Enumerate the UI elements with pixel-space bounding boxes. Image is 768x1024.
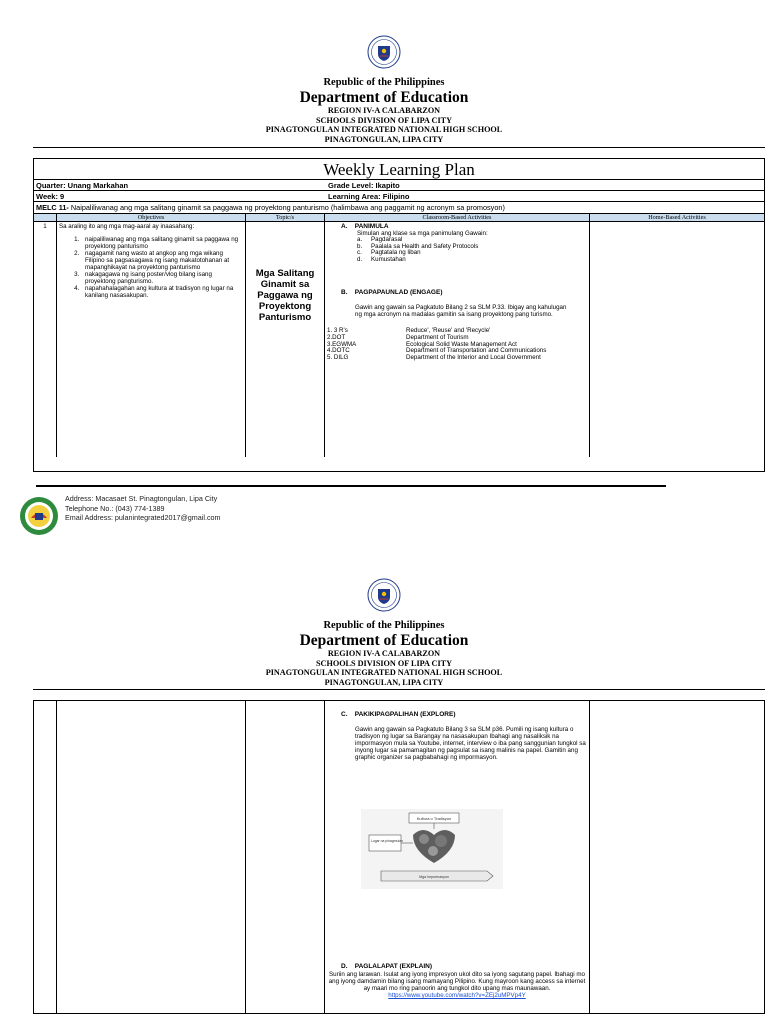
section-a-list xyxy=(357,237,587,263)
letterhead-divider xyxy=(33,147,765,148)
a-item-value: Paalala sa Health and Safety Protocols xyxy=(371,242,479,250)
abbr-key: 3.EGWMA xyxy=(327,340,357,348)
week-row xyxy=(34,191,764,202)
abbr-value: Ecological Solid Waste Management Act xyxy=(406,340,517,348)
footer-address: Address: Macasaet St. Pinagtongulan, Lipa City xyxy=(65,494,218,503)
school-text: PINAGTONGULAN INTEGRATED NATIONAL HIGH SCHOOL xyxy=(265,668,503,677)
quarter-row xyxy=(34,180,764,191)
section-d-title: PAGLALAPAT (EXPLAIN) xyxy=(354,963,433,970)
location-text: PINAGTONGULAN, LIPA CITY xyxy=(324,677,444,687)
day-number: 1 xyxy=(34,222,57,457)
home-cell xyxy=(590,222,764,457)
header-home: Home-Based Activities xyxy=(648,214,706,221)
footer-phone: Telephone No.: (043) 774-1389 xyxy=(65,503,165,513)
section-c-heading xyxy=(341,711,587,718)
region-text: REGION IV-A CALABARZON xyxy=(327,106,441,115)
footer-email: Email Address: pulanintegrated2017@gmail.com xyxy=(65,513,221,522)
column-headers xyxy=(34,214,764,222)
objectives-cell xyxy=(57,222,246,457)
a-item-key: d. xyxy=(357,255,363,263)
melc-label: MELC 11- xyxy=(36,203,69,212)
plan-body-row xyxy=(34,222,764,457)
footer-divider xyxy=(36,485,666,487)
abbr-key: 2.DOT xyxy=(327,333,346,341)
section-d-heading xyxy=(341,963,432,970)
location-text: PINAGTONGULAN, LIPA CITY xyxy=(324,134,444,144)
republic-text: Republic of the Philippines xyxy=(323,620,445,631)
organizer-top-label: Kultura o Tradisyon xyxy=(416,816,452,821)
section-b-letter: B. xyxy=(341,289,348,297)
a-item-key: c. xyxy=(357,249,362,257)
abbr-value: Department of Transportation and Communications xyxy=(406,347,547,355)
grade-text: Grade Level: Ikapito xyxy=(328,181,400,190)
classroom-cell-continued xyxy=(325,701,590,1013)
section-d-body: Suriin ang larawan. Isulat ang iyong impresyon ukol dito sa iyong sagutang papel. Ibahagi mo ang iyong damdamin bilang isang mamayang Pilipino. Kung mayroon kang access sa internet ay maari mo ring panoorin ang tungkol dito upang mas maunawaan. xyxy=(328,971,586,992)
a-item-value: Pagdarasal xyxy=(371,236,403,243)
section-b-text: Gawin ang gawain sa Pagkatuto Bilang 2 sa SLM P.33. Ibigay ang kahulugan ng mga acronym na madalas gamitin sa isang proyektong pang turismo. xyxy=(355,304,567,319)
melc-row xyxy=(34,202,764,214)
letterhead-divider xyxy=(33,689,765,690)
youtube-link[interactable]: https://www.youtube.com/watch?v=ZEj2uMPVp4Y xyxy=(388,992,526,999)
abbr-key: 5. DILG xyxy=(327,353,349,361)
objectives-intro: Sa araling ito ang mga mag-aaral ay inaasahang: xyxy=(59,223,195,230)
objective-item: 2. nagagamit nang wasto at angkop ang mga wikang Filipino sa pagsasagawa ng isang makatotohanan at mapanghikayat na proyektong panturismo xyxy=(81,250,243,271)
division-text: SCHOOLS DIVISION OF LIPA CITY xyxy=(315,115,453,125)
quarter-text: Quarter: Unang Markahan xyxy=(36,181,129,190)
topic-text: Mga Salitang Ginamit sa Paggawa ng Proyektong Panturismo xyxy=(255,268,315,323)
abbreviation-list xyxy=(327,328,587,361)
deped-seal-icon xyxy=(367,578,401,612)
letterhead-second xyxy=(0,578,768,687)
weekly-plan-table xyxy=(33,158,765,472)
deped-seal-icon xyxy=(367,35,401,69)
abbr-key: 4.DOTC xyxy=(327,347,350,355)
objective-item: 3. nakagagawa ng isang poster/vlog bilang isang proyektong pangturismo. xyxy=(81,271,243,285)
section-a-title: PANIMULA xyxy=(354,223,389,230)
weekly-plan-continued xyxy=(33,700,765,1014)
footer-contact xyxy=(65,494,221,523)
section-c-letter: C. xyxy=(341,711,348,718)
a-item-value: Kumustahan xyxy=(371,255,406,263)
objective-item: 1. naipaliliwanag ang mga salitang ginamit sa paggawa ng proyektong panturismo xyxy=(81,236,243,250)
melc-text: Naipaliliwanag ang mga salitang ginamit sa paggawa ng proyektong panturismo (halimbawa ang paggamit ng acronym sa promosyon) xyxy=(68,203,505,212)
objectives-list xyxy=(81,236,243,299)
abbr-value: Department of Tourism xyxy=(406,333,469,341)
a-item-key: b. xyxy=(357,242,363,250)
letterhead-top xyxy=(0,35,768,144)
section-a-letter: A. xyxy=(341,223,348,230)
header-classroom: Classroom-Based Activities xyxy=(325,214,590,221)
section-c-title: PAKIKIPAGPALIHAN (EXPLORE) xyxy=(354,711,456,718)
section-b-heading xyxy=(341,289,587,296)
abbr-value: Department of the Interior and Local Government xyxy=(406,353,541,361)
a-item-key: a. xyxy=(357,236,363,243)
section-c-text: Gawin ang gawain sa Pagkatuto Bilang 3 sa SLM p36. Pumili ng isang kultura o tradisyon ng lugar sa Barangay na nasasakupan Ibahagi ang nasaliksik na impormasyon mula sa Youtube, internet, interview o iba pang sanggunian tungkol sa inyong lugar sa pamamagitan ng pagsulat sa isang malinis na papel. Gamitin ang graphic organizer sa pagbabahagi ng impormasyon. xyxy=(355,726,586,761)
section-b-title: PAGPAPAUNLAD (ENGAGE) xyxy=(354,289,443,297)
department-text: Department of Education xyxy=(299,89,469,106)
republic-text: Republic of the Philippines xyxy=(323,77,445,88)
section-d-letter: D. xyxy=(341,963,348,970)
school-text: PINAGTONGULAN INTEGRATED NATIONAL HIGH SCHOOL xyxy=(265,125,503,134)
objective-item: 4. napahahalagahan ang kultura at tradisyon ng lugar na kanilang nasasakupan. xyxy=(81,285,243,299)
organizer-left-label: Lugar na pinagmulan xyxy=(371,839,403,843)
header-objectives: Objectives xyxy=(57,214,246,221)
header-topics: Topic/s xyxy=(246,214,325,221)
organizer-bottom-label: Mga Impormasyon xyxy=(419,875,449,879)
plan-body-row-continued xyxy=(34,701,764,1013)
topic-cell xyxy=(246,222,325,457)
section-d-text xyxy=(327,971,587,999)
region-text: REGION IV-A CALABARZON xyxy=(327,649,441,658)
department-text: Department of Education xyxy=(299,632,469,649)
abbr-value: Reduce', 'Reuse' and 'Recycle' xyxy=(406,327,491,335)
division-text: SCHOOLS DIVISION OF LIPA CITY xyxy=(315,658,453,668)
a-item-value: Pagtatala ng liban xyxy=(371,249,421,257)
week-text: Week: 9 xyxy=(36,192,65,201)
abbr-key: 1. 3 R's xyxy=(327,327,348,335)
classroom-cell xyxy=(325,222,590,457)
area-text: Learning Area: Filipino xyxy=(328,192,410,201)
section-a-intro: Simulan ang klase sa mga panimulang Gawain: xyxy=(357,230,488,237)
school-logo-icon xyxy=(19,496,59,536)
plan-title: Weekly Learning Plan xyxy=(34,159,764,180)
graphic-organizer-image xyxy=(361,809,503,889)
section-a-heading xyxy=(341,223,587,230)
